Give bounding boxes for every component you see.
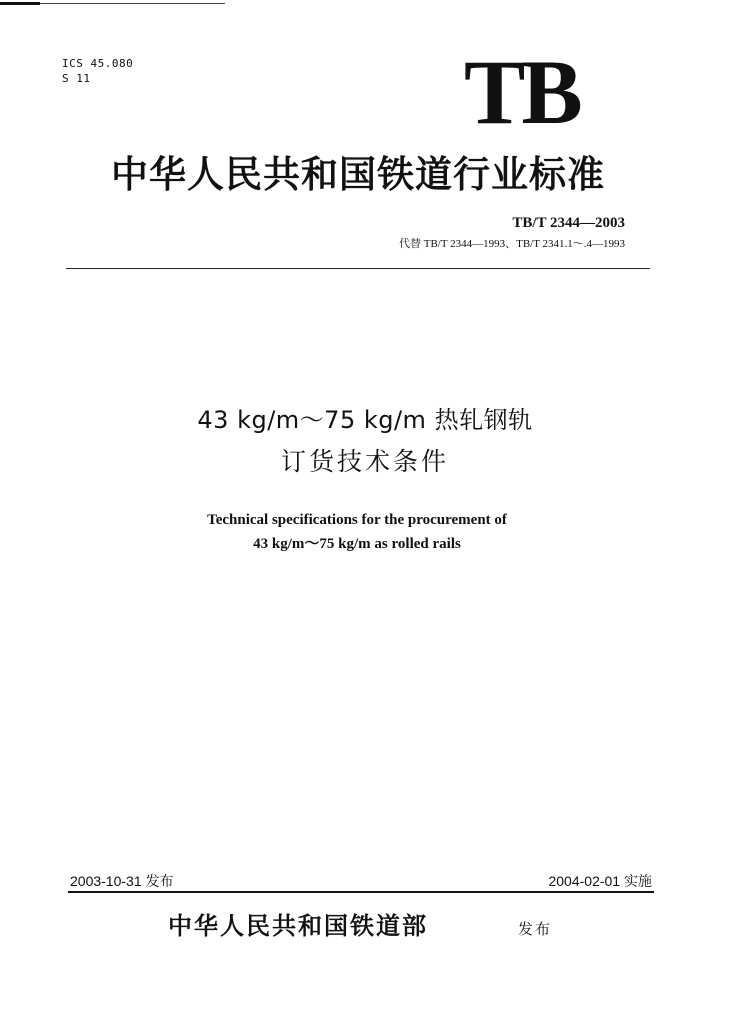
implementation-date: 2004-02-01 实施 <box>548 873 652 889</box>
top-rule <box>0 2 40 5</box>
replaces-note: 代替 TB/T 2344—1993、TB/T 2341.1～.4—1993 <box>398 238 625 250</box>
publish-label: 发布 <box>518 920 553 938</box>
document-title-cn-line2: 订货技术条件 <box>280 447 449 476</box>
publisher-name: 中华人民共和国铁道部 <box>168 911 428 940</box>
standard-number: TB/T 2344—2003 <box>512 215 625 231</box>
issue-date: 2003-10-31 发布 <box>70 873 174 889</box>
document-title-en-line2: 43 kg/m～75 kg/m as rolled rails <box>253 536 461 552</box>
document-title-en-line1: Technical specifications for the procurement of <box>207 512 507 528</box>
top-rule-thin <box>40 3 225 4</box>
document-title-cn-line1: 43 kg/m～75 kg/m 热轧钢轨 <box>197 406 533 434</box>
class-code: S 11 <box>62 72 91 85</box>
ics-code: ICS 45.080 <box>62 57 134 70</box>
tb-logo: TB <box>464 41 579 143</box>
footer-divider <box>68 891 654 893</box>
header-divider <box>66 268 650 269</box>
standard-type-title: 中华人民共和国铁道行业标准 <box>111 152 605 196</box>
classification-codes <box>62 56 133 86</box>
